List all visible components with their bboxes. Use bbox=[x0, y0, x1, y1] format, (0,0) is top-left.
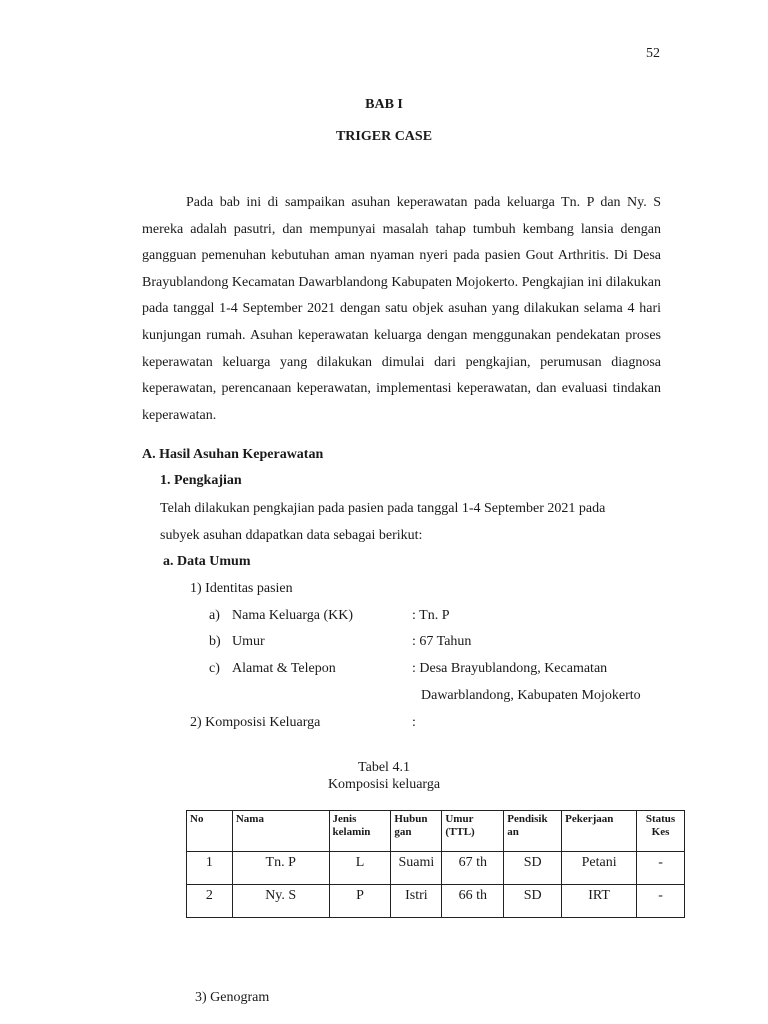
identity-marker: a) bbox=[209, 608, 220, 623]
identity-marker: c) bbox=[209, 661, 220, 676]
col-header-no: No bbox=[187, 811, 233, 852]
item-heading-data-umum: a. Data Umum bbox=[163, 554, 251, 569]
intro-paragraph: Pada bab ini di sampaikan asuhan keperawatan pada keluarga Tn. P dan Ny. S mereka adalah pasutri, dan mempunyai masalah tahap tumbuh kembang lansia dengan gangguan pemenuhan kebutuhan aman nyaman nyeri pada pasien Gout Arthritis. Di Desa Brayublandong Kecamatan Dawarblandong Kabupaten Mojokerto. Pengkajian ini dilakukan pada tanggal 1-4 September 2021 dengan satu objek asuhan yang dilakukan selama 4 hari kunjungan rumah. Asuhan keperawatan keluarga dengan menggunakan pendekatan proses keperawatan keluarga yang dilakukan dimulai dari pengkajian, perumusan diagnosa keperawatan, perencanaan keperawatan, implementasi keperawatan, dan evaluasi tindakan keperawatan. bbox=[142, 195, 661, 423]
identity-value-alamat: : Desa Brayublandong, Kecamatan bbox=[412, 661, 608, 676]
item-genogram: 3) Genogram bbox=[195, 990, 270, 1005]
cell-no: 2 bbox=[187, 885, 233, 918]
item-komposisi-keluarga: 2) Komposisi Keluarga bbox=[190, 715, 321, 730]
cell-hubungan: Istri bbox=[391, 885, 442, 918]
col-header-umur: Umur (TTL) bbox=[442, 811, 504, 852]
identity-marker: b) bbox=[209, 634, 221, 649]
cell-no: 1 bbox=[187, 852, 233, 885]
family-composition-table bbox=[186, 810, 685, 918]
table-row bbox=[187, 852, 685, 885]
identity-value-nama: : Tn. P bbox=[412, 608, 450, 623]
col-header-pendidikan: Pendisik an bbox=[504, 811, 562, 852]
identity-label-alamat: Alamat & Telepon bbox=[232, 661, 336, 676]
cell-pekerjaan: Petani bbox=[562, 852, 637, 885]
cell-nama: Tn. P bbox=[232, 852, 329, 885]
item-identitas-pasien: 1) Identitas pasien bbox=[190, 581, 293, 596]
chapter-title: TRIGER CASE bbox=[335, 129, 433, 144]
chapter-number: BAB I bbox=[365, 97, 403, 112]
col-header-jenis-kelamin: Jenis kelamin bbox=[329, 811, 391, 852]
identity-value-umur: : 67 Tahun bbox=[412, 634, 472, 649]
pengkajian-text-line-2: subyek asuhan ddapatkan data sebagai berikut: bbox=[160, 528, 423, 543]
cell-umur: 66 th bbox=[442, 885, 504, 918]
komposisi-colon: : bbox=[412, 715, 416, 730]
cell-status-kes: - bbox=[637, 885, 685, 918]
col-header-status-kes: Status Kes bbox=[637, 811, 685, 852]
cell-pendidikan: SD bbox=[504, 885, 562, 918]
cell-umur: 67 th bbox=[442, 852, 504, 885]
table-caption-number: Tabel 4.1 bbox=[358, 760, 410, 775]
subsection-heading-pengkajian: 1. Pengkajian bbox=[160, 473, 242, 488]
cell-jenis-kelamin: L bbox=[329, 852, 391, 885]
table-caption-title: Komposisi keluarga bbox=[327, 777, 441, 792]
identity-label-nama: Nama Keluarga (KK) bbox=[232, 608, 354, 623]
cell-hubungan: Suami bbox=[391, 852, 442, 885]
cell-jenis-kelamin: P bbox=[329, 885, 391, 918]
identity-value-alamat-cont: Dawarblandong, Kabupaten Mojokerto bbox=[421, 688, 641, 703]
col-header-pekerjaan: Pekerjaan bbox=[562, 811, 637, 852]
cell-pekerjaan: IRT bbox=[562, 885, 637, 918]
cell-pendidikan: SD bbox=[504, 852, 562, 885]
table-header-row bbox=[187, 811, 685, 852]
identity-label-umur: Umur bbox=[232, 634, 265, 649]
table-row bbox=[187, 885, 685, 918]
section-heading-hasil: A. Hasil Asuhan Keperawatan bbox=[142, 447, 324, 462]
pengkajian-text-line-1: Telah dilakukan pengkajian pada pasien pada tanggal 1-4 September 2021 pada bbox=[160, 501, 606, 516]
cell-status-kes: - bbox=[637, 852, 685, 885]
col-header-hubungan: Hubun gan bbox=[391, 811, 442, 852]
cell-nama: Ny. S bbox=[232, 885, 329, 918]
col-header-nama: Nama bbox=[232, 811, 329, 852]
page-number: 52 bbox=[646, 46, 660, 61]
